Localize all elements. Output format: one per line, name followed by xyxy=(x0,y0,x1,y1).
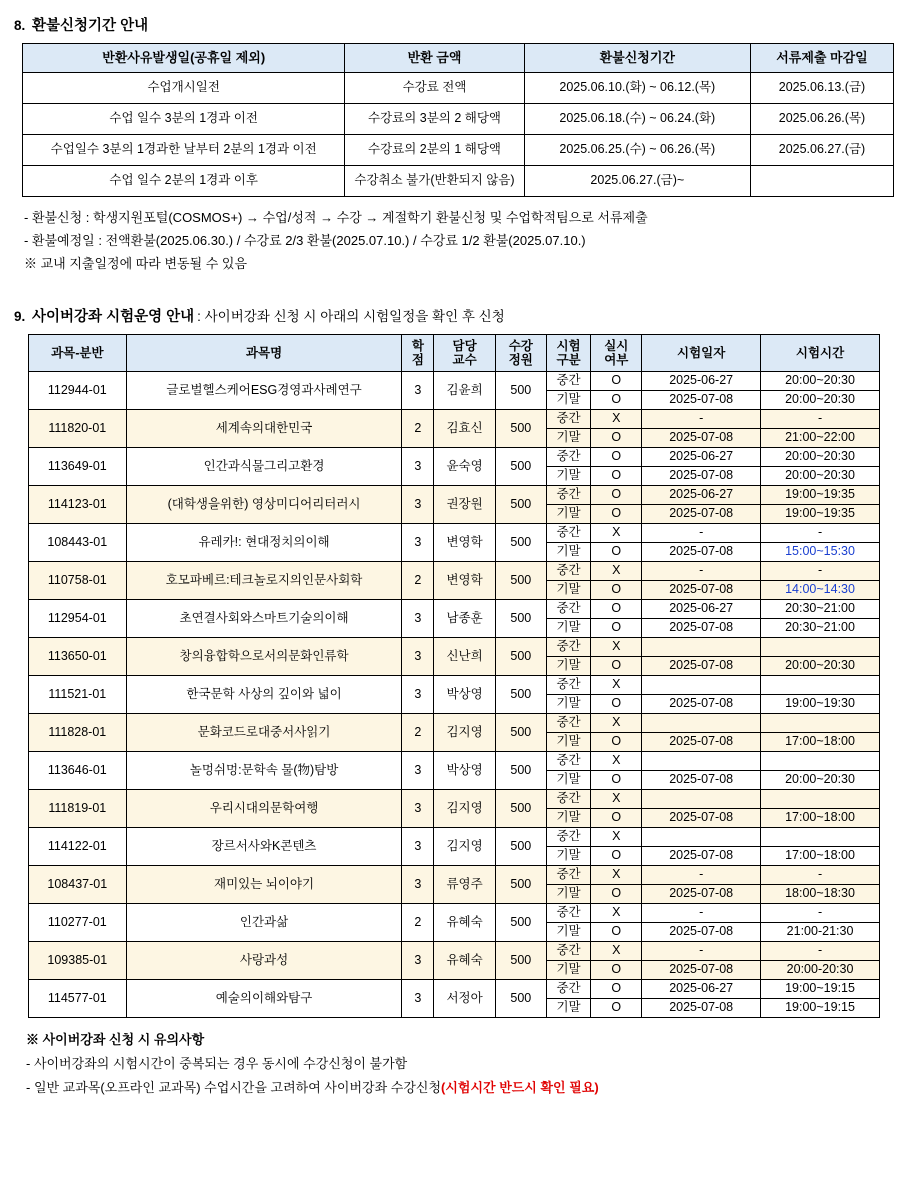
cell-conducted: O xyxy=(591,467,642,486)
cell-exam-date: 2025-07-08 xyxy=(642,619,761,638)
cell-exam-time: 15:00~15:30 xyxy=(761,543,880,562)
cell-conducted: O xyxy=(591,885,642,904)
cell-exam-time: 20:00~20:30 xyxy=(761,448,880,467)
cell-professor: 류영주 xyxy=(434,866,496,904)
table-row xyxy=(29,790,880,809)
cell-professor: 권장원 xyxy=(434,486,496,524)
cell-conducted: O xyxy=(591,581,642,600)
cell-conducted: O xyxy=(591,448,642,467)
cell-course-code: 114123-01 xyxy=(29,486,127,524)
table-row xyxy=(23,135,894,166)
refund-section-number: 8. xyxy=(14,18,26,33)
cell-professor: 변영학 xyxy=(434,562,496,600)
cell-capacity: 500 xyxy=(495,410,546,448)
cell-conducted: O xyxy=(591,809,642,828)
cell-exam-type: 기말 xyxy=(546,391,591,410)
cell-course-code: 112944-01 xyxy=(29,372,127,410)
cell-exam-time: - xyxy=(761,562,880,581)
cell-exam-type: 중간 xyxy=(546,942,591,961)
cell-conducted: O xyxy=(591,980,642,999)
cell-exam-time: 21:00-21:30 xyxy=(761,923,880,942)
cell-exam-type: 중간 xyxy=(546,790,591,809)
cell-exam-date xyxy=(642,752,761,771)
cell-capacity: 500 xyxy=(495,562,546,600)
cell-course-name: 놀멍쉬멍:문학속 물(物)탐방 xyxy=(126,752,402,790)
cell-conducted: O xyxy=(591,657,642,676)
cell-course-name: 우리시대의문학여행 xyxy=(126,790,402,828)
course-table-wrap xyxy=(28,334,886,1018)
cell-course-name: (대학생을위한) 영상미디어리터러시 xyxy=(126,486,402,524)
cell-course-name: 장르서사와K콘텐츠 xyxy=(126,828,402,866)
cell-course-name: 예술의이해와탐구 xyxy=(126,980,402,1018)
cell-professor: 변영학 xyxy=(434,524,496,562)
cell-exam-date: 2025-07-08 xyxy=(642,467,761,486)
cyber-cautions xyxy=(26,1028,886,1100)
cell-course-name: 세계속의대한민국 xyxy=(126,410,402,448)
cell-credit: 2 xyxy=(402,410,434,448)
cell-exam-time: 20:00~20:30 xyxy=(761,467,880,486)
cell-exam-time: 19:00~19:15 xyxy=(761,980,880,999)
cell-exam-time xyxy=(761,752,880,771)
cell-exam-time: 17:00~18:00 xyxy=(761,847,880,866)
cell-course-name: 유레카!: 현대정치의이해 xyxy=(126,524,402,562)
column-header-exam-time: 시험시간 xyxy=(761,335,880,372)
cell-exam-type: 기말 xyxy=(546,847,591,866)
cell-exam-time: - xyxy=(761,866,880,885)
cell-credit: 3 xyxy=(402,372,434,410)
cell-conducted: X xyxy=(591,676,642,695)
cell-exam-date: - xyxy=(642,866,761,885)
table-row xyxy=(29,676,880,695)
column-header-amount: 반환 금액 xyxy=(345,44,524,73)
cell-exam-type: 기말 xyxy=(546,923,591,942)
cell-conducted: O xyxy=(591,847,642,866)
cell-conducted: O xyxy=(591,771,642,790)
table-row xyxy=(29,752,880,771)
cell-exam-time xyxy=(761,638,880,657)
cell-course-code: 113650-01 xyxy=(29,638,127,676)
cell-exam-date xyxy=(642,676,761,695)
cell-course-name: 문화코드로대중서사읽기 xyxy=(126,714,402,752)
cell-exam-time: 21:00~22:00 xyxy=(761,429,880,448)
cell-course-name: 인간과식물그리고환경 xyxy=(126,448,402,486)
cell-course-code: 113646-01 xyxy=(29,752,127,790)
cell-exam-time: 20:00~20:30 xyxy=(761,372,880,391)
cell-course-code: 108443-01 xyxy=(29,524,127,562)
cell-capacity: 500 xyxy=(495,714,546,752)
caution-item: - 사이버강좌의 시험시간이 중복되는 경우 동시에 수강신청이 불가함 xyxy=(26,1056,408,1072)
refund-section-heading xyxy=(14,14,886,35)
cell-course-code: 111828-01 xyxy=(29,714,127,752)
cell-course-name: 인간과삶 xyxy=(126,904,402,942)
cell-professor: 김효신 xyxy=(434,410,496,448)
refund-period-table xyxy=(22,43,894,197)
cell-course-code: 108437-01 xyxy=(29,866,127,904)
cell-exam-type: 중간 xyxy=(546,600,591,619)
cell-credit: 3 xyxy=(402,980,434,1018)
cell-exam-date: 2025-07-08 xyxy=(642,809,761,828)
cell-capacity: 500 xyxy=(495,904,546,942)
table-row xyxy=(29,410,880,429)
cell-exam-type: 기말 xyxy=(546,467,591,486)
table-row xyxy=(29,980,880,999)
cell-exam-date xyxy=(642,790,761,809)
table-row xyxy=(29,904,880,923)
cell-reason: 수업 일수 3분의 1경과 이전 xyxy=(23,104,345,135)
table-row xyxy=(23,166,894,197)
cell-professor: 유혜숙 xyxy=(434,942,496,980)
cell-exam-type: 기말 xyxy=(546,771,591,790)
cell-exam-date xyxy=(642,828,761,847)
cell-exam-time: - xyxy=(761,904,880,923)
cell-credit: 3 xyxy=(402,942,434,980)
cell-exam-time: 19:00~19:30 xyxy=(761,695,880,714)
cell-course-code: 111820-01 xyxy=(29,410,127,448)
cell-exam-type: 기말 xyxy=(546,543,591,562)
caution-highlight: (시험시간 반드시 확인 필요) xyxy=(441,1080,599,1096)
cell-exam-type: 중간 xyxy=(546,904,591,923)
cell-exam-date: 2025-07-08 xyxy=(642,999,761,1018)
cell-conducted: O xyxy=(591,372,642,391)
cell-capacity: 500 xyxy=(495,866,546,904)
cyber-section-number: 9. xyxy=(14,309,26,325)
cell-professor: 김지영 xyxy=(434,828,496,866)
caution-text: - 일반 교과목(오프라인 교과목) 수업시간을 고려하여 사이버강좌 수강신청 xyxy=(26,1080,442,1096)
cell-exam-date: 2025-07-08 xyxy=(642,391,761,410)
cell-course-code: 110758-01 xyxy=(29,562,127,600)
cell-conducted: X xyxy=(591,904,642,923)
cell-exam-date: - xyxy=(642,942,761,961)
table-header-row xyxy=(23,44,894,73)
spacer xyxy=(14,275,886,301)
column-header-code: 과목-분반 xyxy=(29,335,127,372)
cell-conducted: O xyxy=(591,695,642,714)
cell-exam-type: 중간 xyxy=(546,486,591,505)
cell-credit: 3 xyxy=(402,486,434,524)
cell-period: 2025.06.18.(수) ~ 06.24.(화) xyxy=(524,104,750,135)
cell-deadline: 2025.06.27.(금) xyxy=(750,135,893,166)
cell-credit: 2 xyxy=(402,904,434,942)
cell-credit: 3 xyxy=(402,790,434,828)
cell-exam-date: 2025-07-08 xyxy=(642,581,761,600)
cell-exam-type: 중간 xyxy=(546,980,591,999)
cell-conducted: O xyxy=(591,600,642,619)
cell-conducted: O xyxy=(591,619,642,638)
cell-conducted: X xyxy=(591,790,642,809)
cell-exam-type: 중간 xyxy=(546,638,591,657)
cell-exam-type: 중간 xyxy=(546,410,591,429)
cell-exam-date: 2025-07-08 xyxy=(642,847,761,866)
refund-note: - 환불신청 : 학생지원포털(COSMOS+) → 수업/성적 → 수강 → 계절학기 환불신청 및 수업학적팀으로 서류제출 xyxy=(24,210,648,225)
cell-course-name: 사랑과성 xyxy=(126,942,402,980)
column-header-period: 환불신청기간 xyxy=(524,44,750,73)
cell-course-name: 호모파베르:테크놀로지의인문사회학 xyxy=(126,562,402,600)
cell-exam-date: 2025-07-08 xyxy=(642,505,761,524)
cell-capacity: 500 xyxy=(495,980,546,1018)
cell-exam-type: 중간 xyxy=(546,752,591,771)
caution-item xyxy=(26,1076,886,1100)
cell-exam-type: 기말 xyxy=(546,961,591,980)
cell-capacity: 500 xyxy=(495,676,546,714)
cell-capacity: 500 xyxy=(495,942,546,980)
cell-course-code: 110277-01 xyxy=(29,904,127,942)
table-row xyxy=(29,562,880,581)
cell-exam-date: 2025-07-08 xyxy=(642,543,761,562)
cell-period: 2025.06.25.(수) ~ 06.26.(목) xyxy=(524,135,750,166)
cell-conducted: O xyxy=(591,429,642,448)
cell-exam-time xyxy=(761,676,880,695)
cell-exam-type: 중간 xyxy=(546,828,591,847)
cell-exam-type: 기말 xyxy=(546,885,591,904)
table-row xyxy=(29,638,880,657)
cell-professor: 김윤희 xyxy=(434,372,496,410)
table-header-row xyxy=(29,335,880,372)
cell-professor: 윤숙영 xyxy=(434,448,496,486)
cell-exam-date: 2025-07-08 xyxy=(642,923,761,942)
cell-conducted: X xyxy=(591,638,642,657)
cell-conducted: O xyxy=(591,733,642,752)
table-row xyxy=(29,942,880,961)
cell-exam-time: 20:00~20:30 xyxy=(761,657,880,676)
cell-credit: 3 xyxy=(402,866,434,904)
cell-capacity: 500 xyxy=(495,486,546,524)
cell-exam-time: 20:00-20:30 xyxy=(761,961,880,980)
table-row xyxy=(29,714,880,733)
cell-conducted: O xyxy=(591,923,642,942)
cell-exam-type: 기말 xyxy=(546,505,591,524)
column-header-conducted: 실시 여부 xyxy=(591,335,642,372)
cell-reason: 수업개시일전 xyxy=(23,73,345,104)
cell-exam-date: 2025-06-27 xyxy=(642,980,761,999)
cyber-section-heading xyxy=(14,305,886,326)
cell-conducted: X xyxy=(591,866,642,885)
cell-period: 2025.06.27.(금)~ xyxy=(524,166,750,197)
cell-capacity: 500 xyxy=(495,638,546,676)
cell-deadline xyxy=(750,166,893,197)
table-row xyxy=(29,486,880,505)
cell-exam-time: 19:00~19:15 xyxy=(761,999,880,1018)
column-header-capacity: 수강 정원 xyxy=(495,335,546,372)
cell-conducted: X xyxy=(591,828,642,847)
cell-exam-date: 2025-07-08 xyxy=(642,429,761,448)
cell-credit: 3 xyxy=(402,448,434,486)
cell-exam-time: - xyxy=(761,942,880,961)
cell-exam-date: - xyxy=(642,524,761,543)
cell-deadline: 2025.06.26.(목) xyxy=(750,104,893,135)
cell-exam-type: 기말 xyxy=(546,619,591,638)
cell-exam-date: - xyxy=(642,562,761,581)
cell-exam-date: - xyxy=(642,410,761,429)
cell-conducted: X xyxy=(591,714,642,733)
cell-course-code: 114577-01 xyxy=(29,980,127,1018)
cell-course-name: 글로벌헬스케어ESG경영과사례연구 xyxy=(126,372,402,410)
cell-conducted: O xyxy=(591,391,642,410)
cell-capacity: 500 xyxy=(495,600,546,638)
cell-exam-time: - xyxy=(761,410,880,429)
cell-course-code: 113649-01 xyxy=(29,448,127,486)
cell-exam-type: 기말 xyxy=(546,581,591,600)
table-row xyxy=(29,600,880,619)
cell-exam-time: 17:00~18:00 xyxy=(761,733,880,752)
cell-exam-type: 기말 xyxy=(546,809,591,828)
cell-professor: 서정아 xyxy=(434,980,496,1018)
refund-note: ※ 교내 지출일정에 따라 변동될 수 있음 xyxy=(24,255,248,271)
cell-exam-type: 중간 xyxy=(546,524,591,543)
cell-amount: 수강취소 불가(반환되지 않음) xyxy=(345,166,524,197)
cell-exam-type: 중간 xyxy=(546,372,591,391)
cell-amount: 수강료의 3분의 2 해당액 xyxy=(345,104,524,135)
cell-exam-type: 중간 xyxy=(546,448,591,467)
cyber-section-subtitle: : 사이버강좌 신청 시 아래의 시험일정을 확인 후 신청 xyxy=(197,309,505,325)
cell-exam-time xyxy=(761,790,880,809)
cell-course-name: 한국문학 사상의 깊이와 넓이 xyxy=(126,676,402,714)
cell-exam-date: 2025-07-08 xyxy=(642,657,761,676)
cell-conducted: O xyxy=(591,486,642,505)
cell-exam-date: 2025-07-08 xyxy=(642,961,761,980)
cell-exam-time: 20:30~21:00 xyxy=(761,600,880,619)
cell-exam-date: 2025-07-08 xyxy=(642,695,761,714)
cell-exam-type: 기말 xyxy=(546,429,591,448)
cell-exam-date: 2025-07-08 xyxy=(642,771,761,790)
cell-exam-date: 2025-06-27 xyxy=(642,600,761,619)
cell-exam-time: 19:00~19:35 xyxy=(761,505,880,524)
cell-conducted: X xyxy=(591,942,642,961)
cell-capacity: 500 xyxy=(495,752,546,790)
cell-exam-type: 기말 xyxy=(546,999,591,1018)
refund-section-title: 환불신청기간 안내 xyxy=(32,18,149,34)
cell-exam-time: 17:00~18:00 xyxy=(761,809,880,828)
cell-exam-time xyxy=(761,828,880,847)
cell-exam-time: 14:00~14:30 xyxy=(761,581,880,600)
cell-course-code: 114122-01 xyxy=(29,828,127,866)
cell-capacity: 500 xyxy=(495,828,546,866)
cell-credit: 3 xyxy=(402,676,434,714)
cell-conducted: X xyxy=(591,524,642,543)
refund-note: - 환불예정일 : 전액환불(2025.06.30.) / 수강료 2/3 환불(2025.07.10.) / 수강료 1/2 환불(2025.07.10.) xyxy=(24,232,586,248)
cell-course-code: 111521-01 xyxy=(29,676,127,714)
cell-reason: 수업일수 3분의 1경과한 날부터 2분의 1경과 이전 xyxy=(23,135,345,166)
cell-exam-time: 19:00~19:35 xyxy=(761,486,880,505)
column-header-professor: 담당 교수 xyxy=(434,335,496,372)
refund-notes xyxy=(24,207,886,275)
cell-credit: 2 xyxy=(402,562,434,600)
cell-course-code: 112954-01 xyxy=(29,600,127,638)
column-header-exam-type: 시험 구분 xyxy=(546,335,591,372)
cell-exam-type: 중간 xyxy=(546,866,591,885)
cell-exam-date: 2025-06-27 xyxy=(642,448,761,467)
cell-conducted: O xyxy=(591,543,642,562)
cell-professor: 신난희 xyxy=(434,638,496,676)
cell-exam-type: 기말 xyxy=(546,657,591,676)
cell-professor: 유혜숙 xyxy=(434,904,496,942)
cell-exam-time: 20:00~20:30 xyxy=(761,391,880,410)
table-row xyxy=(29,828,880,847)
table-row xyxy=(23,104,894,135)
cell-exam-date xyxy=(642,714,761,733)
cell-exam-date: 2025-06-27 xyxy=(642,486,761,505)
cell-amount: 수강료의 2분의 1 해당액 xyxy=(345,135,524,166)
cell-amount: 수강료 전액 xyxy=(345,73,524,104)
cell-exam-time: - xyxy=(761,524,880,543)
cautions-title: ※ 사이버강좌 신청 시 유의사항 xyxy=(26,1032,205,1048)
cell-exam-date xyxy=(642,638,761,657)
cell-credit: 3 xyxy=(402,828,434,866)
cell-conducted: X xyxy=(591,562,642,581)
table-row xyxy=(23,73,894,104)
cell-exam-type: 기말 xyxy=(546,695,591,714)
cell-exam-type: 중간 xyxy=(546,562,591,581)
cell-reason: 수업 일수 2분의 1경과 이후 xyxy=(23,166,345,197)
column-header-deadline: 서류제출 마감일 xyxy=(750,44,893,73)
cell-professor: 남종훈 xyxy=(434,600,496,638)
cell-credit: 2 xyxy=(402,714,434,752)
table-row xyxy=(29,372,880,391)
cell-period: 2025.06.10.(화) ~ 06.12.(목) xyxy=(524,73,750,104)
column-header-credit: 학 점 xyxy=(402,335,434,372)
cyber-course-exam-table xyxy=(28,334,880,1018)
cell-conducted: X xyxy=(591,410,642,429)
cell-capacity: 500 xyxy=(495,790,546,828)
table-row xyxy=(29,866,880,885)
cell-exam-time xyxy=(761,714,880,733)
cell-deadline: 2025.06.13.(금) xyxy=(750,73,893,104)
cell-course-name: 재미있는 뇌이야기 xyxy=(126,866,402,904)
column-header-name: 과목명 xyxy=(126,335,402,372)
cell-course-name: 초연결사회와스마트기술의이해 xyxy=(126,600,402,638)
cell-exam-date: 2025-06-27 xyxy=(642,372,761,391)
cell-exam-time: 20:00~20:30 xyxy=(761,771,880,790)
cell-exam-time: 18:00~18:30 xyxy=(761,885,880,904)
cell-exam-date: - xyxy=(642,904,761,923)
cell-conducted: O xyxy=(591,505,642,524)
cell-professor: 박상영 xyxy=(434,752,496,790)
cell-professor: 김지영 xyxy=(434,790,496,828)
cell-credit: 3 xyxy=(402,752,434,790)
cyber-section-title: 사이버강좌 시험운영 안내 xyxy=(32,309,195,326)
table-row xyxy=(29,448,880,467)
cell-credit: 3 xyxy=(402,638,434,676)
cell-exam-type: 기말 xyxy=(546,733,591,752)
cell-capacity: 500 xyxy=(495,524,546,562)
cell-credit: 3 xyxy=(402,524,434,562)
column-header-reason: 반환사유발생일(공휴일 제외) xyxy=(23,44,345,73)
cell-conducted: O xyxy=(591,961,642,980)
cell-course-name: 창의융합학으로서의문화인류학 xyxy=(126,638,402,676)
column-header-exam-date: 시험일자 xyxy=(642,335,761,372)
cell-exam-time: 20:30~21:00 xyxy=(761,619,880,638)
table-row xyxy=(29,524,880,543)
cell-professor: 김지영 xyxy=(434,714,496,752)
cell-course-code: 109385-01 xyxy=(29,942,127,980)
cell-credit: 3 xyxy=(402,600,434,638)
cell-capacity: 500 xyxy=(495,372,546,410)
cell-capacity: 500 xyxy=(495,448,546,486)
cell-exam-type: 중간 xyxy=(546,676,591,695)
cell-exam-type: 중간 xyxy=(546,714,591,733)
cell-exam-date: 2025-07-08 xyxy=(642,885,761,904)
cell-conducted: X xyxy=(591,752,642,771)
cell-course-code: 111819-01 xyxy=(29,790,127,828)
cell-exam-date: 2025-07-08 xyxy=(642,733,761,752)
cell-professor: 박상영 xyxy=(434,676,496,714)
cell-conducted: O xyxy=(591,999,642,1018)
